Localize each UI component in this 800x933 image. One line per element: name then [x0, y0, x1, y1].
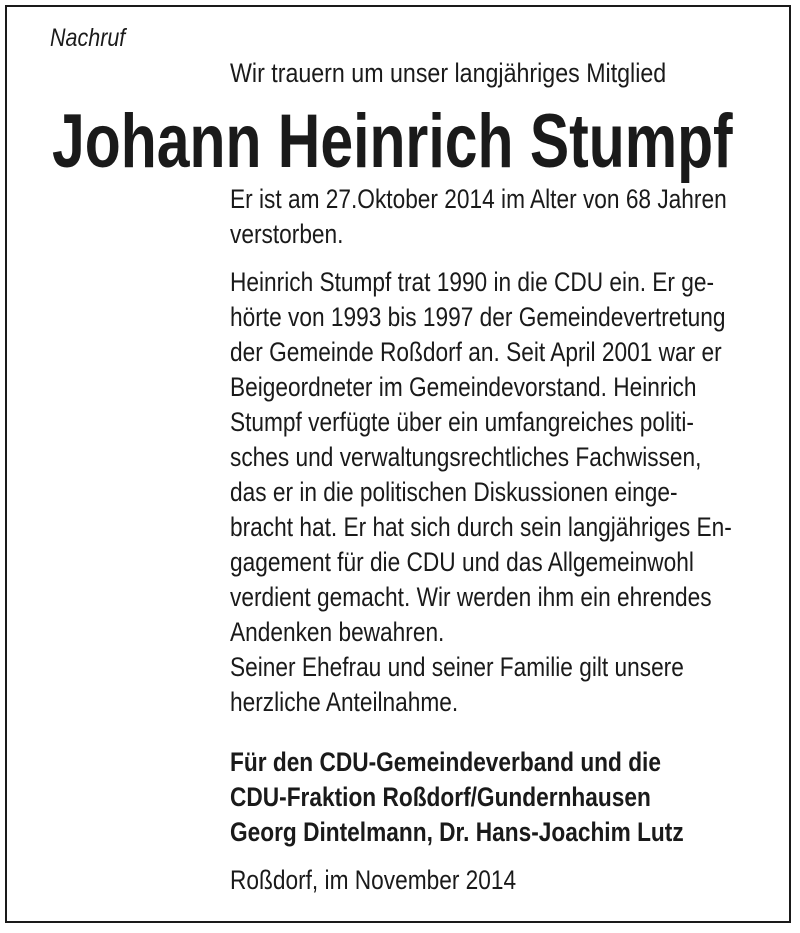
- text-line: herzliche Anteilnahme.: [230, 687, 459, 717]
- signature-line: Für den CDU-Gemeindeverband und die: [230, 747, 661, 777]
- text-line: der Gemeinde Roßdorf an. Seit April 2001 war er: [230, 337, 722, 367]
- text-line: sches und verwaltungsrechtliches Fachwissen,: [230, 442, 702, 472]
- text-line: Stumpf verfügte über ein umfangreiches politi-: [230, 407, 694, 437]
- text-line: hörte von 1993 bis 1997 der Gemeindevertretung: [230, 302, 726, 332]
- intro-line: Wir trauern um unser langjähriges Mitglied: [230, 58, 667, 88]
- text-line: gagement für die CDU und das Allgemeinwohl: [230, 547, 694, 577]
- text-line: verdient gemacht. Wir werden ihm ein ehrendes: [230, 582, 712, 612]
- text-line: das er in die politischen Diskussionen einge-: [230, 477, 678, 507]
- text-line: Beigeordneter im Gemeindevorstand. Heinrich: [230, 372, 697, 402]
- deceased-name: Johann Heinrich Stumpf: [52, 99, 733, 184]
- text-line: Heinrich Stumpf trat 1990 in die CDU ein. Er ge-: [230, 267, 715, 297]
- text-line: verstorben.: [230, 219, 344, 249]
- text-line: bracht hat. Er hat sich durch sein langjähriges En-: [230, 512, 732, 542]
- text-line: Andenken bewahren.: [230, 617, 445, 647]
- place-date: Roßdorf, im November 2014: [230, 865, 517, 895]
- text-line: Seiner Ehefrau und seiner Familie gilt unsere: [230, 652, 684, 682]
- obituary-paragraph: [230, 265, 768, 720]
- text-line: Er ist am 27.Oktober 2014 im Alter von 68 Jahren: [230, 184, 727, 214]
- signature-line: CDU-Fraktion Roßdorf/Gundernhausen: [230, 782, 651, 812]
- notice-kicker: Nachruf: [50, 24, 126, 52]
- signature-block: [230, 745, 768, 850]
- signature-line: Georg Dintelmann, Dr. Hans-Joachim Lutz: [230, 817, 684, 847]
- death-announcement: [230, 182, 768, 252]
